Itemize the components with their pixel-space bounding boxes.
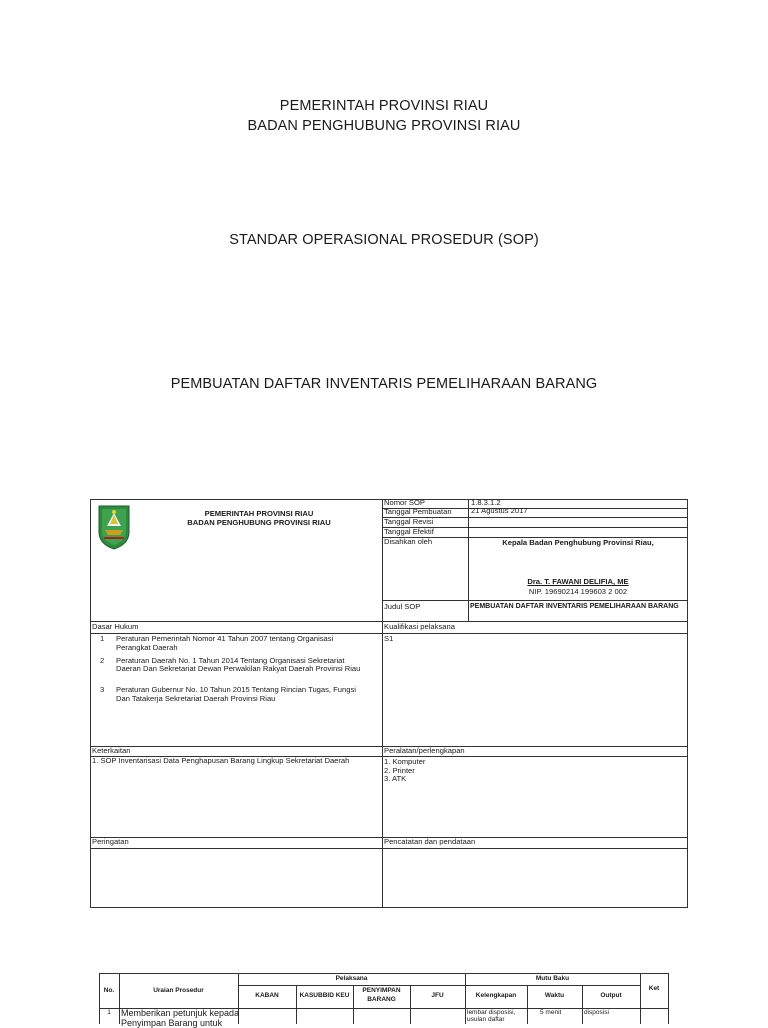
header-agency-line: BADAN PENGHUBUNG PROVINSI RIAU: [187, 518, 331, 527]
approver-nip: NIP. 19690214 199603 2 002: [528, 587, 628, 596]
cover-government-line: PEMERINTAH PROVINSI RIAU: [279, 98, 489, 114]
nomor-sop-label: Nomor SOP: [384, 498, 425, 507]
tanggal-efektif-label: Tanggal Efektif: [384, 527, 434, 536]
cover-document-type: STANDAR OPERASIONAL PROSEDUR (SOP): [229, 232, 539, 248]
row-no: 1: [107, 1009, 111, 1016]
row-uraian: Memberikan petunjuk kepada Penyimpan Barang untuk: [121, 1008, 240, 1028]
col-no-header: No.: [103, 987, 115, 994]
role-kasubbid-keu: KASUBBID KEU: [299, 992, 350, 999]
judul-sop-label: Judul SOP: [384, 602, 421, 611]
nomor-sop-value: 1.8.3.1.2: [471, 498, 501, 507]
pencatatan-label: Pencatatan dan pendataan: [384, 837, 476, 846]
role-jfu: JFU: [431, 992, 444, 999]
role-penyimpan-line1: PENYIMPAN: [362, 987, 401, 994]
dasar-hukum-item: 3 Peraturan Gubernur No. 10 Tahun 2015 Tentang Rincian Tugas, Fungsi Dan Tatakerja Sekretariat Daerah Provinsi Riau: [100, 685, 356, 703]
judul-sop-value: PEMBUATAN DAFTAR INVENTARIS PEMELIHARAAN BARANG: [470, 603, 679, 610]
kualifikasi-value: S1: [384, 634, 394, 643]
approver-name: Dra. T. FAWANI DELIFIA, ME: [527, 577, 629, 586]
mutu-kelengkapan: Kelengkapan: [475, 992, 517, 999]
disahkan-oleh-label: Disahkan oleh: [384, 537, 433, 546]
dasar-hukum-item: 2 Peraturan Daerah No. 1 Tahun 2014 Tentang Organisasi Sekretariat Daeran Dan Sekretariat Dewan Perwakilan Rakyat Daerah Provinsi Riau: [100, 655, 361, 674]
col-uraian-header: Uraian Prosedur: [153, 987, 204, 994]
row-waktu: 5 menit: [540, 1009, 562, 1016]
cover-agency-line: BADAN PENGHUBUNG PROVINSI RIAU: [247, 118, 521, 134]
peralatan-list: [384, 758, 425, 784]
col-ket-header: Ket: [648, 985, 660, 992]
peringatan-label: Peringatan: [92, 837, 129, 846]
role-penyimpan-line2: BARANG: [367, 996, 396, 1003]
keterkaitan-value: 1. SOP Inventarisasi Data Penghapusan Barang Lingkup Sekretariat Daerah: [92, 756, 350, 765]
header-government-line: PEMERINTAH PROVINSI RIAU: [204, 509, 314, 518]
peralatan-item: 3. ATK: [384, 774, 407, 784]
row-kelengkapan: lembar disposisi, usulan daftar: [467, 1009, 516, 1023]
peralatan-item: 2. Printer: [384, 765, 415, 775]
mutu-output: Output: [600, 992, 622, 999]
col-mutu-header: Mutu Baku: [535, 975, 570, 982]
row-output: disposisi: [584, 1009, 609, 1016]
peralatan-label: Peralatan/perlengkapan: [384, 746, 465, 755]
mutu-waktu: Waktu: [544, 992, 565, 999]
tanggal-pembuatan-value: 21 Agustus 2017: [471, 506, 528, 515]
tanggal-revisi-label: Tanggal Revisi: [384, 517, 434, 526]
col-pelaksana-header: Pelaksana: [335, 975, 368, 982]
kualifikasi-label: Kualifikasi pelaksana: [384, 622, 455, 631]
peralatan-item: 1. Komputer: [384, 757, 426, 766]
dasar-hukum-label: Dasar Hukum: [92, 622, 139, 631]
role-kaban: KABAN: [255, 992, 279, 999]
keterkaitan-label: Keterkaitan: [92, 746, 131, 755]
riau-province-emblem-icon: [97, 504, 131, 550]
tanggal-pembuatan-label: Tanggal Pembuatan: [384, 507, 452, 516]
approver-title: Kepala Badan Penghubung Provinsi Riau,: [502, 538, 654, 547]
cover-sop-title: PEMBUATAN DAFTAR INVENTARIS PEMELIHARAAN BARANG: [170, 376, 598, 392]
dasar-hukum-item: 1 Peraturan Pemerintah Nomor 41 Tahun 2007 tentang Organisasi Perangkat Daerah: [100, 634, 334, 652]
dasar-hukum-list: [92, 635, 380, 708]
